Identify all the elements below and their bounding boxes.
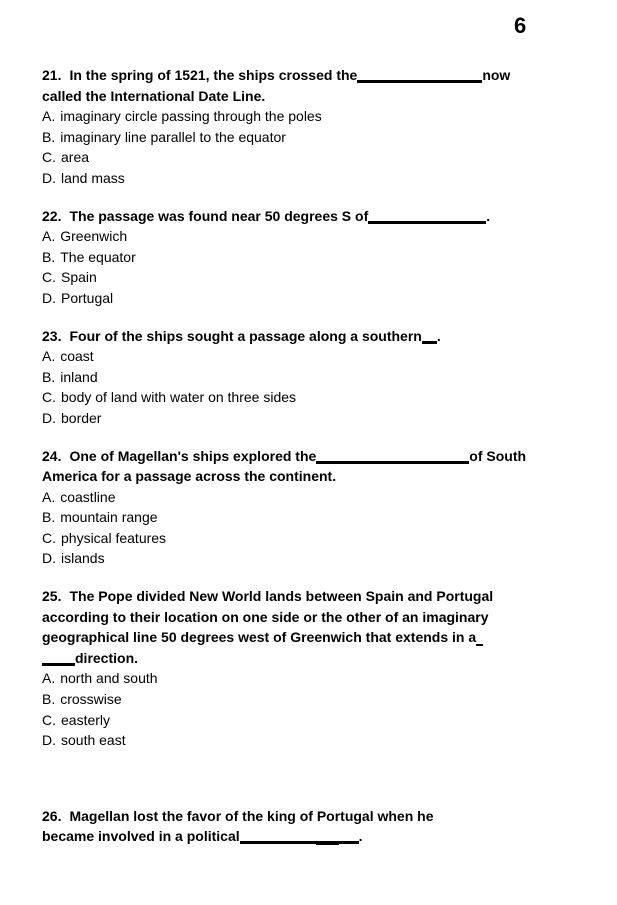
choice-option-B bbox=[42, 507, 587, 528]
choice-letter: C. bbox=[42, 529, 56, 546]
choice-letter: D. bbox=[42, 550, 56, 567]
question-list bbox=[42, 65, 587, 847]
choice-text: area bbox=[61, 149, 90, 166]
stem-line bbox=[42, 86, 587, 107]
question-number: 26. bbox=[42, 807, 62, 824]
choice-letter: B. bbox=[42, 128, 56, 145]
stem-line bbox=[42, 806, 587, 827]
question-21 bbox=[42, 65, 587, 189]
stem-text: In the spring of 1521, the ships crossed the bbox=[69, 67, 358, 83]
choice-letter: B. bbox=[42, 368, 56, 385]
stem-line bbox=[42, 627, 587, 648]
stem-text: geographical line 50 degrees west of Greenwich that extends in a bbox=[42, 629, 477, 646]
choice-letter: B. bbox=[42, 691, 56, 708]
stem-text: called the International Date Line. bbox=[42, 87, 266, 104]
stem-line bbox=[42, 826, 587, 847]
stem-text: according to their location on one side or the other of an imaginary bbox=[42, 608, 489, 625]
choice-text: coastline bbox=[60, 488, 116, 505]
answer-blank bbox=[422, 329, 437, 344]
choice-text: imaginary circle passing through the poles bbox=[60, 108, 322, 125]
choice-option-C bbox=[42, 147, 587, 168]
choice-letter: A. bbox=[42, 488, 56, 505]
stem-line bbox=[42, 586, 587, 607]
stem-text: America for a passage across the continent. bbox=[42, 468, 337, 485]
choice-text: north and south bbox=[60, 670, 158, 687]
stem-text: now bbox=[482, 67, 511, 83]
stem-text: of South bbox=[469, 447, 527, 464]
choice-letter: D. bbox=[42, 169, 56, 186]
question-stem bbox=[42, 586, 587, 668]
choice-option-D bbox=[42, 168, 587, 189]
choice-option-D bbox=[42, 288, 587, 309]
choice-text: land mass bbox=[61, 169, 125, 186]
stem-line bbox=[42, 65, 587, 86]
choice-option-D bbox=[42, 548, 587, 569]
answer-blank bbox=[42, 651, 75, 666]
question-24 bbox=[42, 446, 587, 570]
choice-text: coast bbox=[60, 348, 94, 365]
question-number: 21. bbox=[42, 67, 62, 83]
choice-letter: D. bbox=[42, 409, 56, 426]
stem-text: One of Magellan's ships explored the bbox=[69, 447, 317, 464]
answer-blank bbox=[357, 68, 482, 83]
question-number: 22. bbox=[42, 207, 62, 224]
choice-option-B bbox=[42, 127, 587, 148]
stem-text: . bbox=[436, 327, 441, 344]
choice-list bbox=[42, 226, 587, 308]
choice-letter: A. bbox=[42, 348, 56, 365]
answer-blank bbox=[368, 209, 486, 224]
choice-list bbox=[42, 346, 587, 428]
choice-option-D bbox=[42, 730, 587, 751]
stem-line bbox=[42, 446, 587, 467]
answer-blank bbox=[316, 449, 469, 464]
choice-option-B bbox=[42, 247, 587, 268]
choice-list bbox=[42, 487, 587, 569]
answer-blank bbox=[476, 634, 483, 646]
stem-text: . bbox=[486, 207, 491, 224]
choice-text: islands bbox=[61, 550, 105, 567]
choice-text: easterly bbox=[61, 711, 111, 728]
question-stem bbox=[42, 206, 587, 227]
choice-text: imaginary line parallel to the equator bbox=[60, 128, 286, 145]
question-22 bbox=[42, 206, 587, 309]
choice-letter: A. bbox=[42, 670, 56, 687]
choice-text: crosswise bbox=[60, 691, 122, 708]
choice-option-B bbox=[42, 367, 587, 388]
choice-option-A bbox=[42, 668, 587, 689]
answer-blank-subdash bbox=[316, 843, 339, 845]
choice-letter: A. bbox=[42, 228, 56, 245]
question-26 bbox=[42, 806, 587, 847]
question-25 bbox=[42, 586, 587, 751]
choice-letter: C. bbox=[42, 711, 56, 728]
stem-line bbox=[42, 648, 587, 669]
question-23 bbox=[42, 326, 587, 429]
choice-list bbox=[42, 106, 587, 188]
choice-option-C bbox=[42, 710, 587, 731]
stem-text: became involved in a political bbox=[42, 828, 240, 845]
page-number: 6 bbox=[514, 13, 527, 38]
choice-text: physical features bbox=[61, 529, 167, 546]
choice-option-D bbox=[42, 408, 587, 429]
choice-text: The equator bbox=[60, 248, 136, 265]
choice-letter: D. bbox=[42, 732, 56, 749]
choice-option-B bbox=[42, 689, 587, 710]
stem-line bbox=[42, 206, 587, 227]
choice-option-A bbox=[42, 226, 587, 247]
choice-option-C bbox=[42, 528, 587, 549]
choice-text: Spain bbox=[61, 269, 97, 286]
question-stem bbox=[42, 326, 587, 347]
stem-text: . bbox=[358, 828, 363, 845]
choice-letter: C. bbox=[42, 389, 56, 406]
choice-text: south east bbox=[61, 732, 126, 749]
question-stem bbox=[42, 65, 587, 106]
choice-text: Greenwich bbox=[60, 228, 128, 245]
choice-letter: B. bbox=[42, 509, 56, 526]
choice-text: border bbox=[61, 409, 102, 426]
question-number: 23. bbox=[42, 327, 62, 344]
choice-option-A bbox=[42, 346, 587, 367]
stem-text: The passage was found near 50 degrees S of bbox=[69, 207, 369, 224]
stem-text: Four of the ships sought a passage along a southern bbox=[69, 327, 422, 344]
stem-line bbox=[42, 607, 587, 628]
answer-blank bbox=[240, 829, 359, 844]
choice-letter: D. bbox=[42, 289, 56, 306]
stem-line bbox=[42, 466, 587, 487]
choice-option-C bbox=[42, 387, 587, 408]
choice-text: inland bbox=[60, 368, 98, 385]
choice-text: mountain range bbox=[60, 509, 158, 526]
stem-text: direction. bbox=[75, 649, 139, 666]
choice-option-C bbox=[42, 267, 587, 288]
choice-letter: C. bbox=[42, 149, 56, 166]
stem-line bbox=[42, 326, 587, 347]
question-stem bbox=[42, 446, 587, 487]
stem-text: The Pope divided New World lands between Spain and Portugal bbox=[69, 588, 494, 605]
choice-letter: C. bbox=[42, 269, 56, 286]
choice-option-A bbox=[42, 106, 587, 127]
choice-list bbox=[42, 668, 587, 750]
question-stem bbox=[42, 806, 587, 847]
choice-text: Portugal bbox=[61, 289, 114, 306]
stem-text: Magellan lost the favor of the king of Portugal when he bbox=[69, 807, 434, 824]
choice-option-A bbox=[42, 487, 587, 508]
choice-letter: B. bbox=[42, 248, 56, 265]
question-number: 25. bbox=[42, 588, 62, 605]
choice-text: body of land with water on three sides bbox=[61, 389, 297, 406]
choice-letter: A. bbox=[42, 108, 56, 125]
question-number: 24. bbox=[42, 447, 62, 464]
